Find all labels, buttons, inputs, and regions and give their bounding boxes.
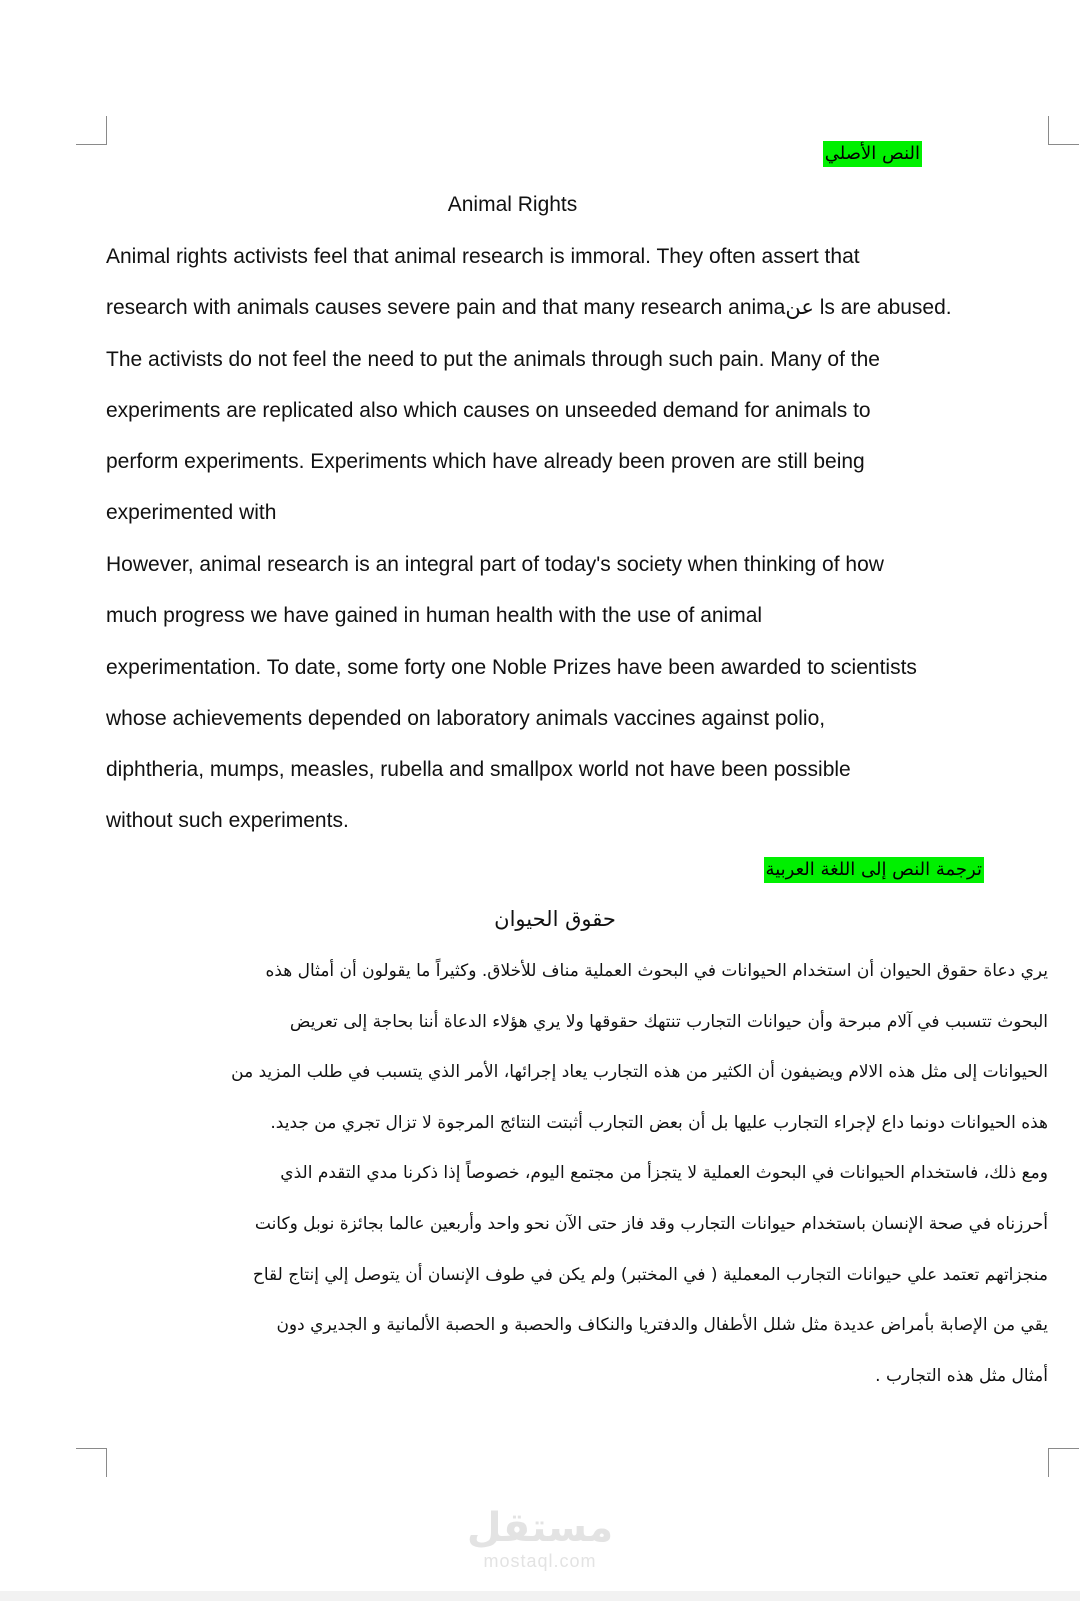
- english-paragraph-2: [106, 539, 1006, 847]
- english-line: The activists do not feel the need to put the animals through such pain. Many of the: [106, 347, 880, 371]
- english-line: experimentation. To date, some forty one Noble Prizes have been awarded to scientists: [106, 655, 917, 679]
- arabic-line: يري دعاة حقوق الحيوان أن استخدام الحيوانات في البحوث العملية مناف للأخلاق. وكثيراً ما يقولون أن أمثال هذه: [265, 961, 1048, 981]
- original-text-label: النص الأصلي: [823, 141, 922, 167]
- arabic-line: هذه الحيوانات دونما داع لإجراء التجارب عليها بل أن بعض التجارب أثبتت النتائج المرجوة لا تزال تجري من جديد.: [270, 1112, 1048, 1133]
- arabic-line: أمثال مثل هذه التجارب .: [875, 1365, 1048, 1386]
- watermark-arabic: مستقل: [466, 1505, 614, 1551]
- english-paragraph-1: [106, 231, 1006, 539]
- english-line: Animal rights activists feel that animal research is immoral. They often assert that: [106, 245, 860, 268]
- english-line: experimented with: [106, 501, 277, 525]
- english-line: whose achievements depended on laboratory animals vaccines against polio,: [106, 706, 826, 730]
- arabic-line: ومع ذلك، فاستخدام الحيوانات في البحوث العملية لا يتجزأ من مجتمع اليوم، خصوصاً إذا ذكرنا مدي التقدم الذي: [280, 1163, 1048, 1184]
- watermark-latin: mostaql.com: [483, 1551, 597, 1571]
- arabic-line: منجزاتهم تعتمد علي حيوانات التجارب المعملية ( في المختبر) ولم يكن في طوف الإنسان أن يتوصل إلي إنتاج لقاح: [252, 1264, 1048, 1285]
- english-line: much progress we have gained in human health with the use of animal: [106, 604, 763, 628]
- english-title: Animal Rights: [447, 193, 578, 216]
- bottom-bar: [0, 1591, 1080, 1601]
- arabic-line: الحيوانات إلى مثل هذه الالام ويضيفون أن الكثير من هذه التجارب يعاد إجرائها، الأمر الذي يتسبب في طلب المزيد من: [231, 1062, 1048, 1083]
- crop-mark-top-right: [1048, 116, 1079, 145]
- english-line: However, animal research is an integral part of today's society when thinking of how: [106, 553, 884, 576]
- english-line: without such experiments.: [106, 809, 349, 833]
- translation-label: ترجمة النص إلى اللغة العربية: [764, 857, 984, 883]
- arabic-title: حقوق الحيوان: [494, 907, 616, 931]
- crop-mark-bottom-left: [76, 1448, 107, 1477]
- crop-mark-bottom-right: [1048, 1448, 1079, 1477]
- english-line: perform experiments. Experiments which have already been proven are still being: [106, 450, 865, 474]
- arabic-body: [113, 946, 1048, 1401]
- arabic-line: أحرزناه في صحة الإنسان باستخدام حيوانات التجارب وقد فاز حتى الآن نحو واحد وأربعين عالما بجائزة نوبل وكانت: [254, 1213, 1048, 1234]
- arabic-line: البحوث تتسبب في آلام مبرحة وأن حيوانات التجارب تنتهك حقوقها ولا يري هؤلاء الدعاة أننا بحاجة إلى تعريض: [289, 1011, 1048, 1032]
- english-line: experiments are replicated also which causes on unseeded demand for animals to: [106, 398, 871, 422]
- english-line: diphtheria, mumps, measles, rubella and smallpox world not have been possible: [106, 758, 851, 782]
- crop-mark-top-left: [76, 116, 107, 145]
- mostaql-watermark: [440, 1505, 640, 1571]
- arabic-line: يقي من الإصابة بأمراض عديدة مثل شلل الأطفال والدفتريا والنكاف والحصبة و الحصبة الألمانية و الجديري دون: [276, 1315, 1048, 1336]
- english-line: research with animals causes severe pain and that many research animaعن ls are abused.: [106, 296, 952, 320]
